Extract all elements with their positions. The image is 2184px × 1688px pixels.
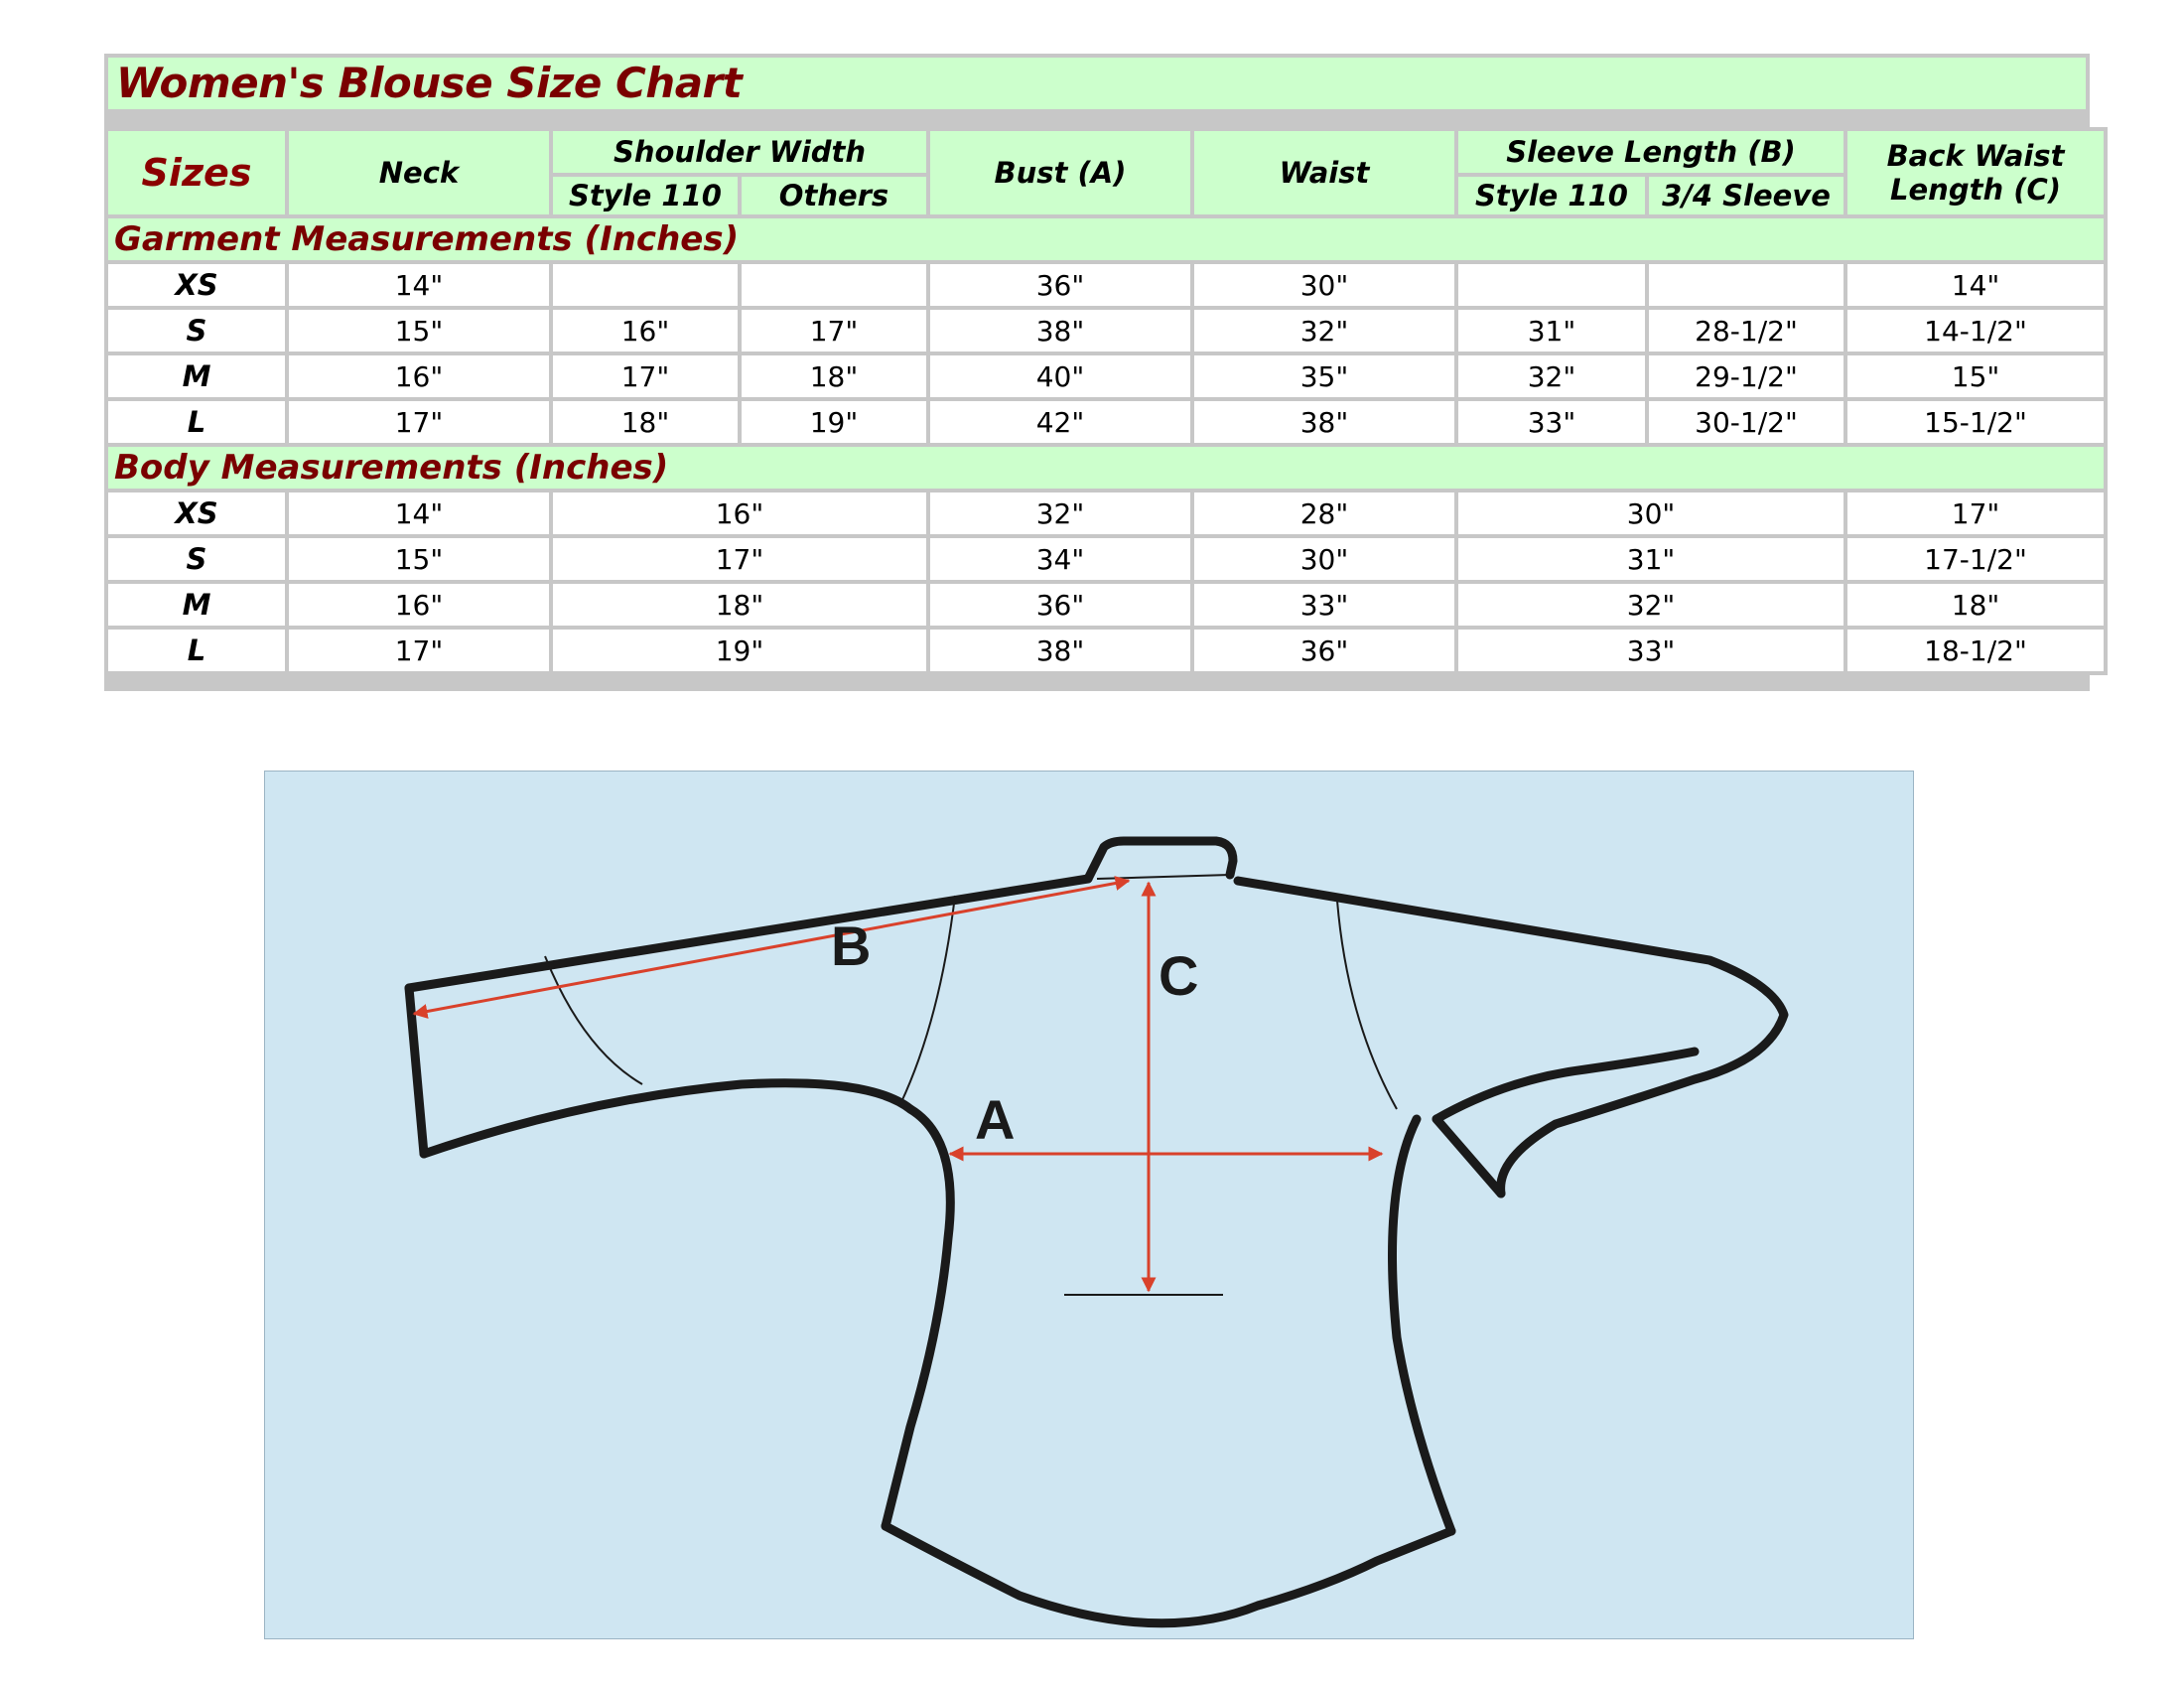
garment-section-title: Garment Measurements (Inches) [108, 218, 2104, 260]
shoulder-value: 19" [553, 630, 926, 671]
body-section [108, 447, 2104, 671]
header-sizes: Sizes [108, 131, 285, 214]
table-row [108, 355, 2104, 397]
sleeve-style110-value [1458, 264, 1645, 306]
right-cuff [1436, 1119, 1501, 1194]
size-label: XS [108, 492, 285, 534]
header-back-waist-line2: Length (C) [1890, 173, 2061, 207]
sleeve-style110-value: 33" [1458, 401, 1645, 443]
bust-value: 36" [930, 584, 1190, 626]
label-b: B [831, 914, 872, 977]
sleeve-value: 30" [1458, 492, 1843, 534]
bust-value: 36" [930, 264, 1190, 306]
shoulder-style110-value: 18" [553, 401, 738, 443]
waist-value: 36" [1194, 630, 1454, 671]
back-waist-value: 15-1/2" [1847, 401, 2104, 443]
label-a: A [975, 1088, 1016, 1151]
size-label: S [108, 538, 285, 580]
back-waist-value: 18" [1847, 584, 2104, 626]
neck-value: 16" [289, 355, 549, 397]
bust-value: 34" [930, 538, 1190, 580]
shoulder-others-value [742, 264, 926, 306]
garment-section [108, 218, 2104, 443]
size-label: XS [108, 264, 285, 306]
sleeve-style110-value: 32" [1458, 355, 1645, 397]
shoulder-value: 18" [553, 584, 926, 626]
sleeve-34-value [1649, 264, 1843, 306]
table-row [108, 264, 2104, 306]
shoulder-others-value: 19" [742, 401, 926, 443]
bust-value: 38" [930, 630, 1190, 671]
left-body-side [886, 1109, 950, 1526]
size-label: S [108, 310, 285, 352]
shoulder-value: 17" [553, 538, 926, 580]
bust-value: 42" [930, 401, 1190, 443]
waist-value: 32" [1194, 310, 1454, 352]
back-waist-value: 14" [1847, 264, 2104, 306]
header-shoulder-style110: Style 110 [553, 177, 738, 214]
sleeve-value: 31" [1458, 538, 1843, 580]
sleeve-34-value: 30-1/2" [1649, 401, 1843, 443]
neck-value: 14" [289, 264, 549, 306]
header-sleeve-34: 3/4 Sleeve [1649, 177, 1843, 214]
table-row [108, 492, 2104, 534]
neck-value: 17" [289, 401, 549, 443]
sleeve-34-value: 28-1/2" [1649, 310, 1843, 352]
header-neck: Neck [289, 131, 549, 214]
sleeve-style110-value: 31" [1458, 310, 1645, 352]
waist-value: 28" [1194, 492, 1454, 534]
arrow-b [414, 881, 1129, 1014]
bust-value: 32" [930, 492, 1190, 534]
header-sleeve-style110: Style 110 [1458, 177, 1645, 214]
label-c: C [1159, 944, 1199, 1007]
size-label: M [108, 584, 285, 626]
sleeve-value: 32" [1458, 584, 1843, 626]
neck-value: 16" [289, 584, 549, 626]
waist-value: 30" [1194, 264, 1454, 306]
table-row [108, 538, 2104, 580]
right-body-side [1393, 1119, 1452, 1531]
size-table [104, 127, 2108, 675]
sleeve-34-value: 29-1/2" [1649, 355, 1843, 397]
left-shoulder-sleeve-top [409, 879, 1088, 988]
waist-value: 30" [1194, 538, 1454, 580]
bust-value: 38" [930, 310, 1190, 352]
blouse-outline [409, 841, 1784, 1623]
waist-value: 35" [1194, 355, 1454, 397]
table-row [108, 584, 2104, 626]
header-waist: Waist [1194, 131, 1454, 214]
collar [1088, 841, 1233, 879]
shoulder-style110-value: 17" [553, 355, 738, 397]
back-waist-value: 15" [1847, 355, 2104, 397]
shoulder-value: 16" [553, 492, 926, 534]
back-waist-value: 18-1/2" [1847, 630, 2104, 671]
back-waist-value: 17" [1847, 492, 2104, 534]
size-label: L [108, 401, 285, 443]
shoulder-style110-value: 16" [553, 310, 738, 352]
shoulder-others-value: 18" [742, 355, 926, 397]
table-row [108, 401, 2104, 443]
neck-value: 15" [289, 538, 549, 580]
table-header [108, 131, 2104, 214]
blouse-illustration [265, 772, 1915, 1640]
hem [886, 1526, 1451, 1623]
waist-value: 38" [1194, 401, 1454, 443]
header-shoulder-others: Others [742, 177, 926, 214]
header-sleeve-length: Sleeve Length (B) [1458, 131, 1843, 173]
neck-value: 14" [289, 492, 549, 534]
size-label: L [108, 630, 285, 671]
blouse-diagram [264, 771, 1914, 1639]
table-row [108, 310, 2104, 352]
header-shoulder-width: Shoulder Width [553, 131, 926, 173]
sleeve-value: 33" [1458, 630, 1843, 671]
header-back-waist-line1: Back Waist [1886, 139, 2065, 173]
left-sleeve-underside [424, 1083, 910, 1154]
size-label: M [108, 355, 285, 397]
header-back-waist-length [1847, 131, 2104, 214]
body-section-title: Body Measurements (Inches) [108, 447, 2104, 489]
neck-value: 15" [289, 310, 549, 352]
size-chart [104, 54, 2090, 691]
back-waist-value: 14-1/2" [1847, 310, 2104, 352]
right-sleeve-underside [1436, 1052, 1695, 1119]
waist-value: 33" [1194, 584, 1454, 626]
measure-arrows [414, 881, 1382, 1291]
shoulder-style110-value [553, 264, 738, 306]
shoulder-others-value: 17" [742, 310, 926, 352]
bust-value: 40" [930, 355, 1190, 397]
header-bust: Bust (A) [930, 131, 1190, 214]
neck-value: 17" [289, 630, 549, 671]
right-shoulder [1238, 881, 1784, 1194]
back-waist-value: 17-1/2" [1847, 538, 2104, 580]
table-row [108, 630, 2104, 671]
chart-title: Women's Blouse Size Chart [108, 58, 2086, 109]
